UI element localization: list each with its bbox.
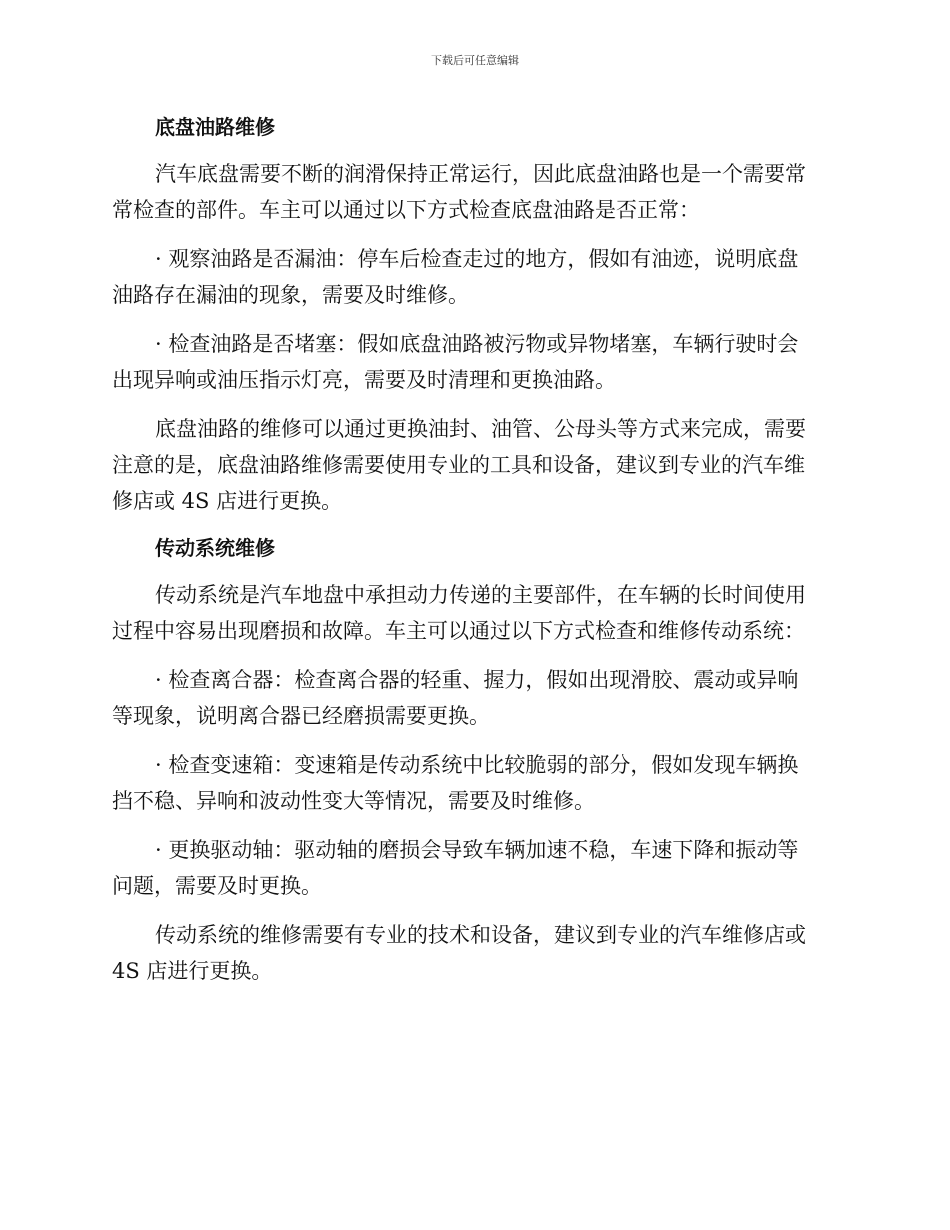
paragraph-line: 传动系统的维修需要有专业的技术和设备，建议到专业的汽车维修店或	[155, 923, 806, 947]
paragraph-line: · 更换驱动轴：驱动轴的磨损会导致车辆加速不稳，车速下降和振动等	[155, 838, 799, 862]
paragraph-line: · 检查油路是否堵塞：假如底盘油路被污物或异物堵塞，车辆行驶时会	[155, 332, 799, 356]
paragraph-line: 注意的是，底盘油路维修需要使用专业的工具和设备，建议到专业的汽车维	[112, 453, 805, 477]
paragraph	[112, 411, 832, 519]
paragraph-line: 传动系统是汽车地盘中承担动力传递的主要部件，在车辆的长时间使用	[155, 583, 806, 607]
paragraph-line: 出现异响或油压指示灯亮，需要及时清理和更换油路。	[112, 368, 616, 392]
paragraph-line: 问题，需要及时更换。	[112, 874, 322, 898]
bullet-item	[112, 832, 832, 904]
bullet-item	[112, 662, 832, 734]
paragraph-line: 汽车底盘需要不断的润滑保持正常运行，因此底盘油路也是一个需要常	[155, 162, 806, 186]
paragraph	[112, 577, 832, 649]
paragraph-line: 常检查的部件。车主可以通过以下方式检查底盘油路是否正常：	[112, 198, 700, 222]
paragraph-line: · 检查离合器：检查离合器的轻重、握力，假如出现滑胶、震动或异响	[155, 668, 799, 692]
paragraph-line: 修店或 4S 店进行更换。	[112, 489, 343, 513]
paragraph-line: 挡不稳、异响和波动性变大等情况，需要及时维修。	[112, 789, 595, 813]
bullet-item	[112, 326, 832, 398]
paragraph-line: 过程中容易出现磨损和故障。车主可以通过以下方式检查和维修传动系统：	[112, 619, 805, 643]
paragraph-line: 等现象，说明离合器已经磨损需要更换。	[112, 704, 490, 728]
paragraph	[112, 156, 832, 228]
section-heading: 底盘油路维修	[155, 115, 275, 139]
section-heading: 传动系统维修	[155, 536, 275, 560]
paragraph-line: · 检查变速箱：变速箱是传动系统中比较脆弱的部分，假如发现车辆换	[155, 753, 799, 777]
bullet-item	[112, 241, 832, 313]
document-body	[112, 111, 832, 1002]
paragraph-line: 4S 店进行更换。	[112, 959, 273, 983]
paragraph-line: · 观察油路是否漏油：停车后检查走过的地方，假如有油迹，说明底盘	[155, 247, 799, 271]
paragraph-line: 底盘油路的维修可以通过更换油封、油管、公母头等方式来完成，需要	[155, 417, 806, 441]
paragraph	[112, 917, 832, 989]
bullet-item	[112, 747, 832, 819]
paragraph-line: 油路存在漏油的现象，需要及时维修。	[112, 283, 469, 307]
page-header: 下载后可任意编辑	[431, 54, 519, 67]
